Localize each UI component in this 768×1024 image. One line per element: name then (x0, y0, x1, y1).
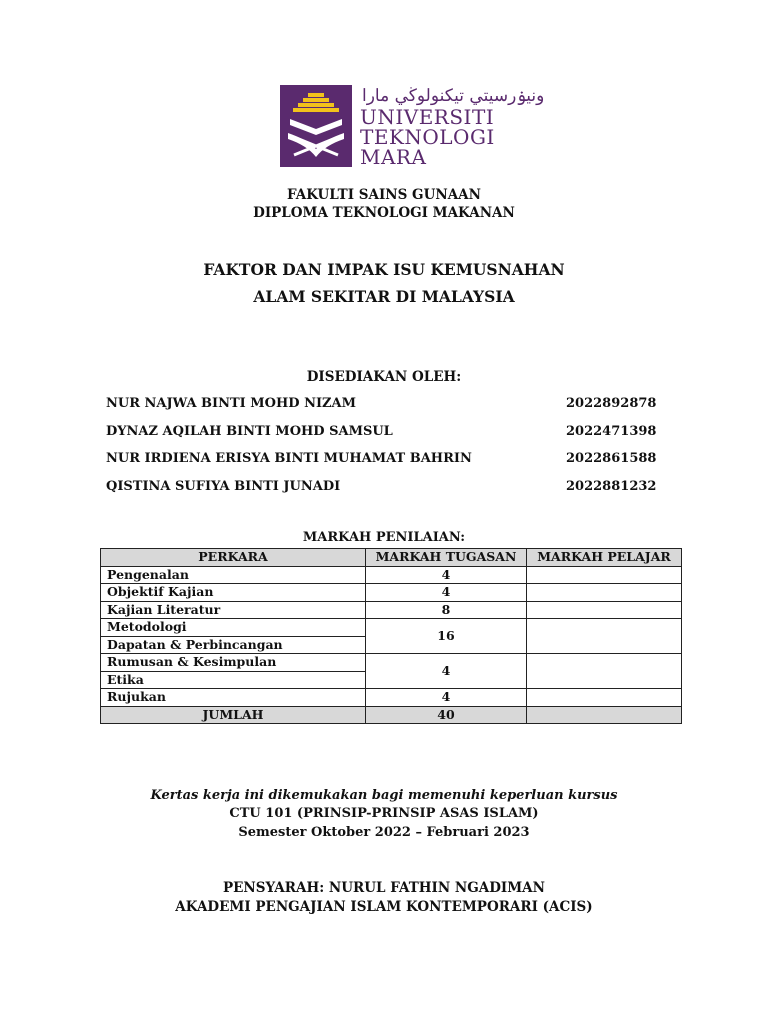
faculty-name: FAKULTI SAINS GUNAAN (286, 187, 481, 203)
criteria-cell: Objektif Kajian (101, 584, 366, 602)
author-id: 2022892878 (566, 396, 657, 411)
table-header-row (101, 549, 682, 567)
task-mark-cell: 4 (366, 654, 527, 689)
logo-line-3: MARA (360, 145, 427, 169)
column-header: PERKARA (101, 549, 366, 567)
total-label-cell: JUMLAH (101, 706, 366, 724)
table-row (101, 654, 682, 672)
program-name: DIPLOMA TEKNOLOGI MAKANAN (253, 205, 515, 221)
marks-heading: MARKAH PENILAIAN: (302, 530, 466, 545)
author-id: 2022471398 (566, 424, 657, 439)
author-row (106, 424, 657, 442)
course-code: CTU 101 (PRINSIP-PRINSIP ASAS ISLAM) (229, 806, 539, 821)
total-value-cell: 40 (366, 706, 527, 724)
lecturer-name: PENSYARAH: NURUL FATHIN NGADIMAN (222, 880, 546, 896)
criteria-cell: Pengenalan (101, 566, 366, 584)
author-id: 2022881232 (566, 479, 657, 494)
document-title-line-2: ALAM SEKITAR DI MALAYSIA (253, 287, 515, 306)
prepared-by-label: DISEDIAKAN OLEH: (306, 369, 462, 385)
table-row (101, 584, 682, 602)
semester: Semester Oktober 2022 – Februari 2023 (238, 825, 530, 840)
student-mark-cell (527, 654, 682, 689)
criteria-cell: Dapatan & Perbincangan (101, 636, 366, 654)
student-mark-cell (527, 566, 682, 584)
table-total-row (101, 706, 682, 724)
criteria-cell: Kajian Literatur (101, 601, 366, 619)
author-row (106, 396, 657, 414)
author-row (106, 479, 657, 497)
column-header: MARKAH TUGASAN (366, 549, 527, 567)
logo-line-1: UNIVERSITI (360, 105, 495, 129)
author-id: 2022861588 (566, 451, 657, 466)
table-row (101, 619, 682, 637)
uitm-emblem-icon (280, 85, 352, 167)
criteria-cell: Metodologi (101, 619, 366, 637)
criteria-cell: Rumusan & Kesimpulan (101, 654, 366, 672)
marks-table (100, 548, 682, 724)
task-mark-cell: 8 (366, 601, 527, 619)
university-logo (280, 85, 545, 169)
logo-line-2: TEKNOLOGI (360, 125, 495, 149)
logo-wordmark (358, 85, 545, 169)
task-mark-cell: 16 (366, 619, 527, 654)
author-name: QISTINA SUFIYA BINTI JUNADI (106, 479, 341, 494)
author-row (106, 451, 657, 469)
purpose-statement: Kertas kerja ini dikemukakan bagi memenuhi keperluan kursus (150, 788, 618, 803)
table-row (101, 566, 682, 584)
student-mark-cell (527, 619, 682, 654)
column-header: MARKAH PELAJAR (527, 549, 682, 567)
task-mark-cell: 4 (366, 566, 527, 584)
student-mark-cell (527, 584, 682, 602)
logo-jawi-text: ونيۏرسيتي تيكنولوڬي مارا (362, 86, 545, 106)
criteria-cell: Rujukan (101, 689, 366, 707)
student-mark-cell (527, 689, 682, 707)
task-mark-cell: 4 (366, 584, 527, 602)
total-student-cell (527, 706, 682, 724)
criteria-cell: Etika (101, 671, 366, 689)
student-mark-cell (527, 601, 682, 619)
academy-name: AKADEMI PENGAJIAN ISLAM KONTEMPORARI (ACIS) (175, 899, 593, 915)
table-row (101, 689, 682, 707)
task-mark-cell: 4 (366, 689, 527, 707)
table-row (101, 601, 682, 619)
document-title-line-1: FAKTOR DAN IMPAK ISU KEMUSNAHAN (203, 260, 565, 279)
author-name: NUR IRDIENA ERISYA BINTI MUHAMAT BAHRIN (106, 451, 472, 466)
author-name: NUR NAJWA BINTI MOHD NIZAM (106, 396, 357, 411)
author-name: DYNAZ AQILAH BINTI MOHD SAMSUL (106, 424, 393, 439)
